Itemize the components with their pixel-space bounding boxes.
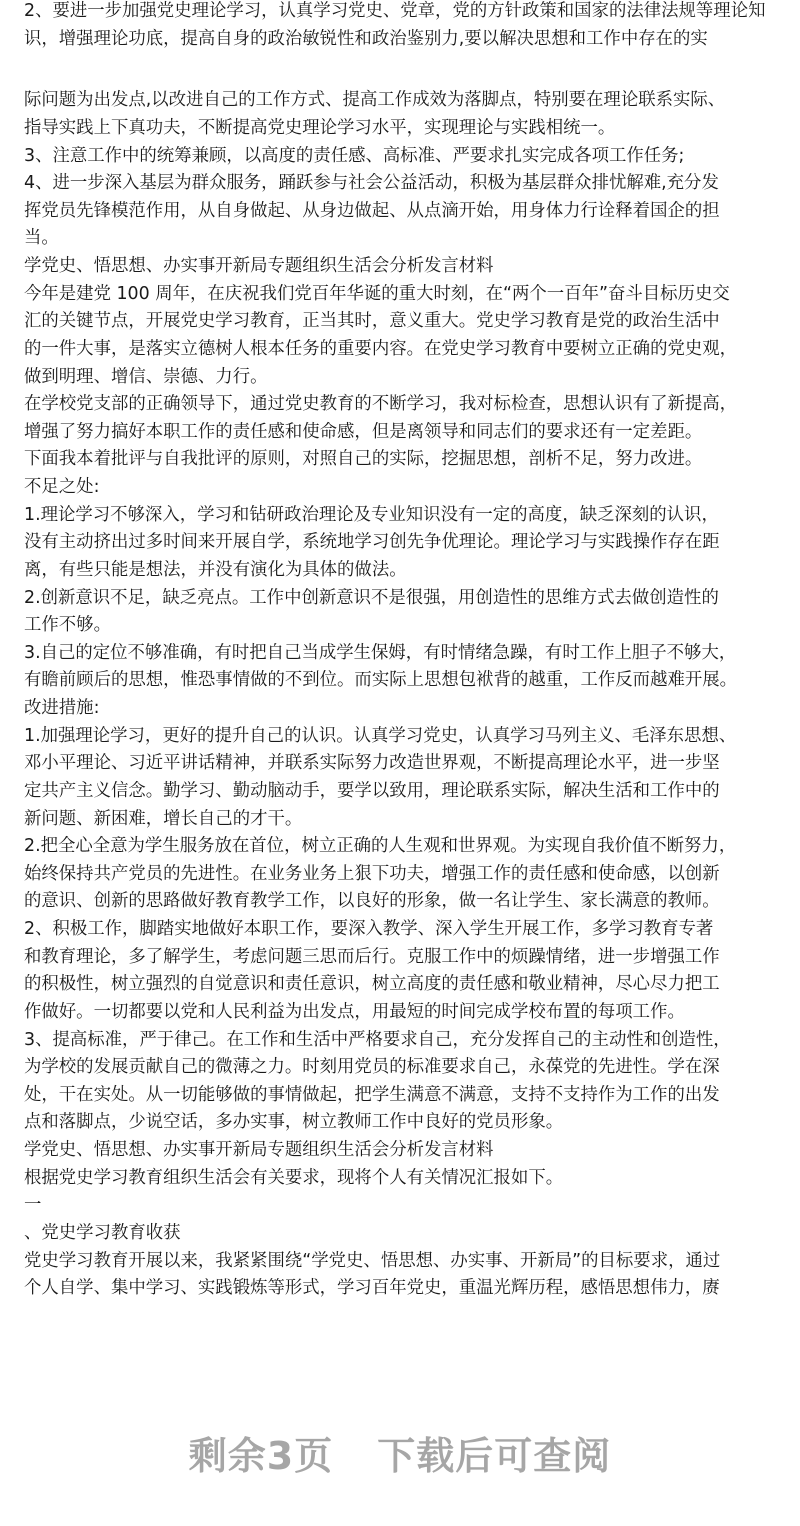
text-line: 识，增强理论功底，提高自身的政治敏锐性和政治鉴别力,要以解决思想和工作中存在的实 bbox=[24, 28, 708, 49]
text-line: 工作不够。 bbox=[24, 615, 111, 636]
text-line: 党史学习教育开展以来，我紧紧围绕“学党史、悟思想、办实事、开新局”的目标要求，通过 bbox=[24, 1250, 721, 1271]
text-line: 挥党员先锋模范作用，从自身做起、从身边做起、从点滴开始，用身体力行诠释着国企的担 bbox=[24, 200, 720, 221]
download-prompt[interactable] bbox=[0, 1425, 800, 1480]
text-line: 点和落脚点，少说空话，多办实事，树立教师工作中良好的党员形象。 bbox=[24, 1112, 564, 1133]
text-line: 、党史学习教育收获 bbox=[24, 1222, 181, 1243]
text-line: 下面我本着批评与自我批评的原则，对照自己的实际，挖掘思想，剖析不足，努力改进。 bbox=[24, 449, 703, 470]
text-line: 学党史、悟思想、办实事开新局专题组织生活会分析发言材料 bbox=[24, 1140, 494, 1160]
text-line: 离，有些只能是想法，并没有演化为具体的做法。 bbox=[24, 559, 407, 580]
text-line: 作做好。一切都要以党和人民利益为出发点，用最短的时间完成学校布置的每项工作。 bbox=[24, 1001, 685, 1022]
text-line: 个人自学、集中学习、实践锻炼等形式，学习百年党史，重温光辉历程，感悟思想伟力，赓 bbox=[24, 1278, 720, 1299]
paragraph-lines bbox=[24, 87, 794, 1303]
download-to-view-label[interactable]: 下载后可查阅 bbox=[377, 1434, 612, 1478]
text-line: 邓小平理论、习近平讲话精神，并联系实际努力改造世界观，不断提高理论水平，进一步坚 bbox=[24, 753, 720, 774]
text-line: 改进措施: bbox=[24, 698, 100, 718]
text-line: 1.加强理论学习，更好的提升自己的认识。认真学习党史，认真学习马列主义、毛泽东思想、 bbox=[24, 725, 737, 746]
text-line: 3、提高标准，严于律己。在工作和生活中严格要求自己，充分发挥自己的主动性和创造性， bbox=[24, 1029, 731, 1050]
text-line: 定共产主义信念。勤学习、勤动脑动手，要学以致用，理论联系实际，解决生活和工作中的 bbox=[24, 780, 720, 801]
text-line: 增强了努力搞好本职工作的责任感和使命感，但是离领导和同志们的要求还有一定差距。 bbox=[24, 421, 703, 442]
text-line: 和教育理论，多了解学生，考虑问题三思而后行。克服工作中的烦躁情绪，进一步增强工作 bbox=[24, 946, 720, 967]
text-line: 4、进一步深入基层为群众服务，踊跃参与社会公益活动，积极为基层群众排忧解难,充分发 bbox=[24, 173, 719, 194]
remaining-pages-label: 剩余3页 bbox=[188, 1434, 334, 1478]
document-body bbox=[24, 0, 794, 1303]
text-line: 学党史、悟思想、办实事开新局专题组织生活会分析发言材料 bbox=[24, 256, 494, 276]
text-line: 3.自己的定位不够准确，有时把自己当成学生保姆，有时情绪急躁，有时工作上胆子不够大， bbox=[24, 642, 737, 663]
text-line: 2.把全心全意为学生服务放在首位，树立正确的人生观和世界观。为实现自我价值不断努力， bbox=[24, 836, 737, 857]
text-line: 2、积极工作，脚踏实地做好本职工作，要深入教学、深入学生开展工作，多学习教育专著 bbox=[24, 919, 714, 939]
text-line: 做到明理、增信、崇德、力行。 bbox=[24, 366, 268, 387]
text-line: 为学校的发展贡献自己的微薄之力。时刻用党员的标准要求自己，永葆党的先进性。学在深 bbox=[24, 1057, 720, 1078]
text-line: 1.理论学习不够深入，学习和钻研政治理论及专业知识没有一定的高度，缺乏深刻的认识， bbox=[24, 504, 719, 525]
text-line: 始终保持共产党员的先进性。在业务业务上狠下功夫，增强工作的责任感和使命感，以创新 bbox=[24, 863, 720, 884]
page-gap bbox=[24, 53, 794, 87]
text-line: 处，干在实处。从一切能够做的事情做起，把学生满意不满意，支持不支持作为工作的出发 bbox=[24, 1084, 720, 1105]
text-line: 2、要进一步加强党史理论学习，认真学习党史、党章，党的方针政策和国家的法律法规等理论知 bbox=[24, 1, 766, 21]
text-line: 汇的关键节点，开展党史学习教育，正当其时，意义重大。党史学习教育是党的政治生活中 bbox=[24, 311, 720, 332]
text-line: 新问题、新困难，增长自己的才干。 bbox=[24, 808, 303, 829]
text-line: 没有主动挤出过多时间来开展自学，系统地学习创先争优理论。理论学习与实践操作存在距 bbox=[24, 532, 720, 553]
text-line: 2.创新意识不足，缺乏亮点。工作中创新意识不是很强，用创造性的思维方式去做创造性的 bbox=[24, 587, 719, 608]
text-line: 的意识、创新的思路做好教育教学工作，以良好的形象，做一名让学生、家长满意的教师。 bbox=[24, 891, 720, 912]
text-line: 在学校党支部的正确领导下，通过党史教育的不断学习，我对标检查，思想认识有了新提高， bbox=[24, 394, 738, 415]
text-line: 有瞻前顾后的思想，惟恐事情做的不到位。而实际上思想包袱背的越重，工作反而越难开展。 bbox=[24, 670, 738, 691]
text-line: 不足之处: bbox=[24, 477, 100, 497]
text-line: 的一件大事，是落实立德树人根本任务的重要内容。在党史学习教育中要树立正确的党史观， bbox=[24, 338, 738, 359]
text-line: 根据党史学习教育组织生活会有关要求，现将个人有关情况汇报如下。 bbox=[24, 1167, 564, 1188]
text-line: 3、注意工作中的统筹兼顾，以高度的责任感、高标准、严要求扎实完成各项工作任务; bbox=[24, 145, 685, 166]
text-line: 一 bbox=[24, 1195, 42, 1216]
text-line: 今年是建党 100 周年，在庆祝我们党百年华诞的重大时刻，在“两个一百年”奋斗目标历史交 bbox=[24, 283, 730, 304]
text-line: 当。 bbox=[24, 228, 59, 249]
text-line: 际问题为出发点,以改进自己的工作方式、提高工作成效为落脚点，特别要在理论联系实际、 bbox=[24, 90, 726, 111]
text-line: 指导实践上下真功夫，不断提高党史理论学习水平，实现理论与实践相统一。 bbox=[24, 117, 616, 138]
text-line: 的积极性，树立强烈的自觉意识和责任意识，树立高度的责任感和敬业精神，尽心尽力把工 bbox=[24, 974, 720, 995]
